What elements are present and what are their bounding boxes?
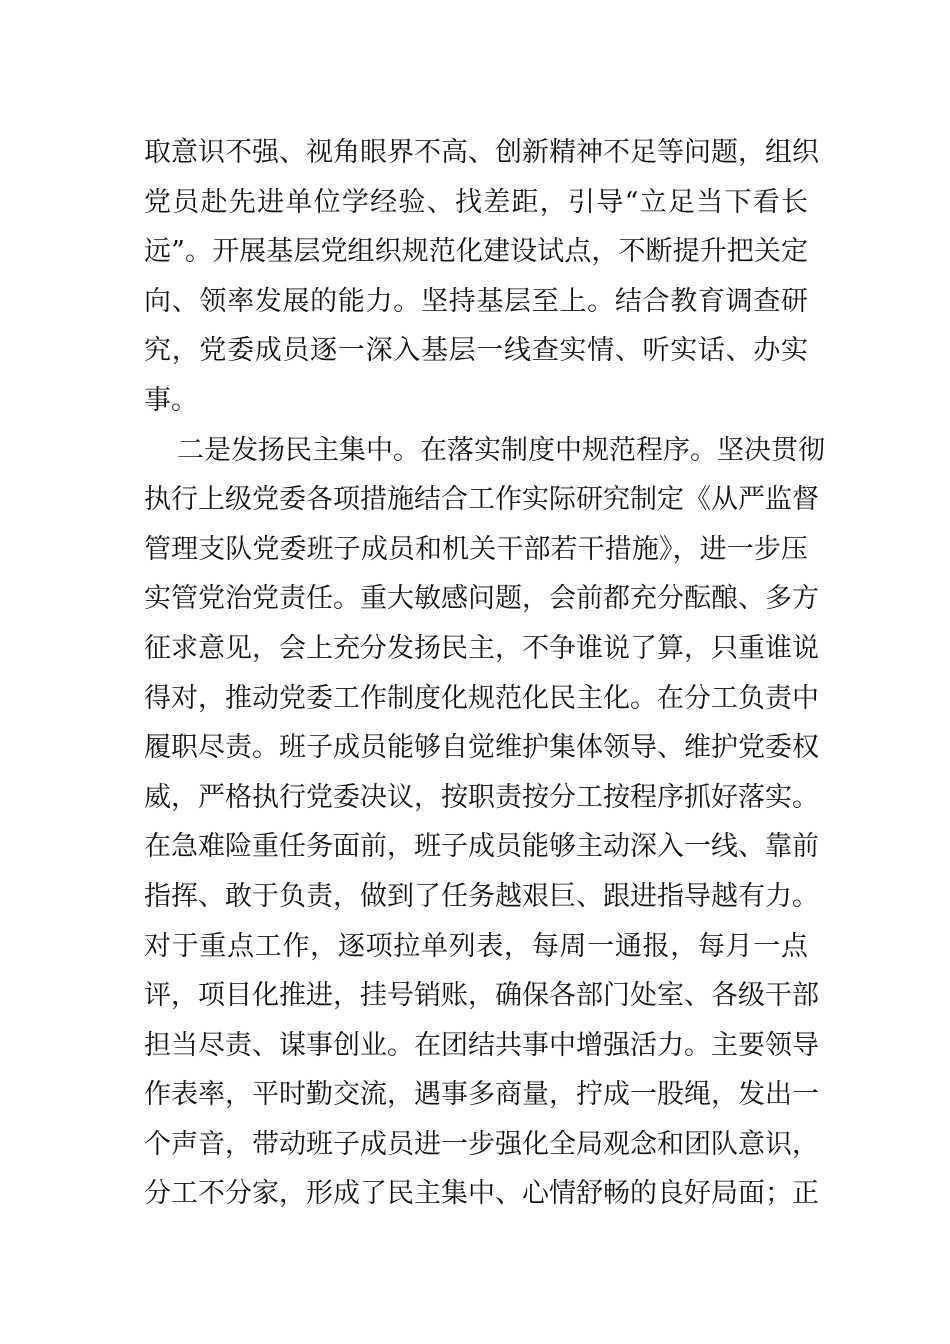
text-line: 远”。开展基层党组织规范化建设试点，不断提升把关定 [144, 236, 808, 268]
text-line: 分工不分家，形成了民主集中、心情舒畅的良好局面；正 [144, 1178, 819, 1210]
text-line: 评，项目化推进，挂号销账，确保各部门处室、各级干部 [144, 980, 819, 1012]
text-line: 究，党委成员逐一深入基层一线查实情、听实话、办实 [144, 335, 808, 367]
text-line: 征求意见，会上充分发扬民主，不争谁说了算，只重谁说 [144, 632, 819, 664]
text-line: 党员赴先进单位学经验、找差距，引导“立足当下看长 [144, 186, 808, 218]
text-line: 在急难险重任务面前，班子成员能够主动深入一线、靠前 [144, 831, 819, 863]
text-line: 实管党治党责任。重大敏感问题，会前都充分酝酿、多方 [144, 583, 819, 615]
text-line: 事。 [144, 384, 198, 416]
body-text [144, 128, 825, 1219]
text-line: 取意识不强、视角眼界不高、创新精神不足等问题，组织 [144, 137, 819, 168]
text-line: 执行上级党委各项措施结合工作实际研究制定《从严监督 [144, 484, 819, 516]
paragraph-start-line: 二是发扬民主集中。在落实制度中规范程序。坚决贯彻 [177, 434, 825, 466]
text-line: 担当尽责、谋事创业。在团结共事中增强活力。主要领导 [144, 1029, 819, 1061]
text-line: 指挥、敢于负责，做到了任务越艰巨、跟进指导越有力。 [144, 880, 819, 912]
text-line: 个声音，带动班子成员进一步强化全局观念和团队意识， [144, 1128, 819, 1160]
text-line: 向、领率发展的能力。坚持基层至上。结合教育调查研 [144, 285, 808, 317]
text-line: 作表率，平时勤交流，遇事多商量，拧成一股绳，发出一 [144, 1079, 819, 1111]
text-line: 管理支队党委班子成员和机关干部若干措施》，进一步压 [144, 533, 808, 565]
text-line: 威，严格执行党委决议，按职责按分工按程序抓好落实。 [144, 781, 819, 813]
text-line: 得对，推动党委工作制度化规范化民主化。在分工负责中 [144, 682, 819, 714]
text-line: 履职尽责。班子成员能够自觉维护集体领导、维护党委权 [144, 732, 819, 764]
text-line: 对于重点工作，逐项拉单列表，每周一通报，每月一点 [144, 930, 808, 962]
